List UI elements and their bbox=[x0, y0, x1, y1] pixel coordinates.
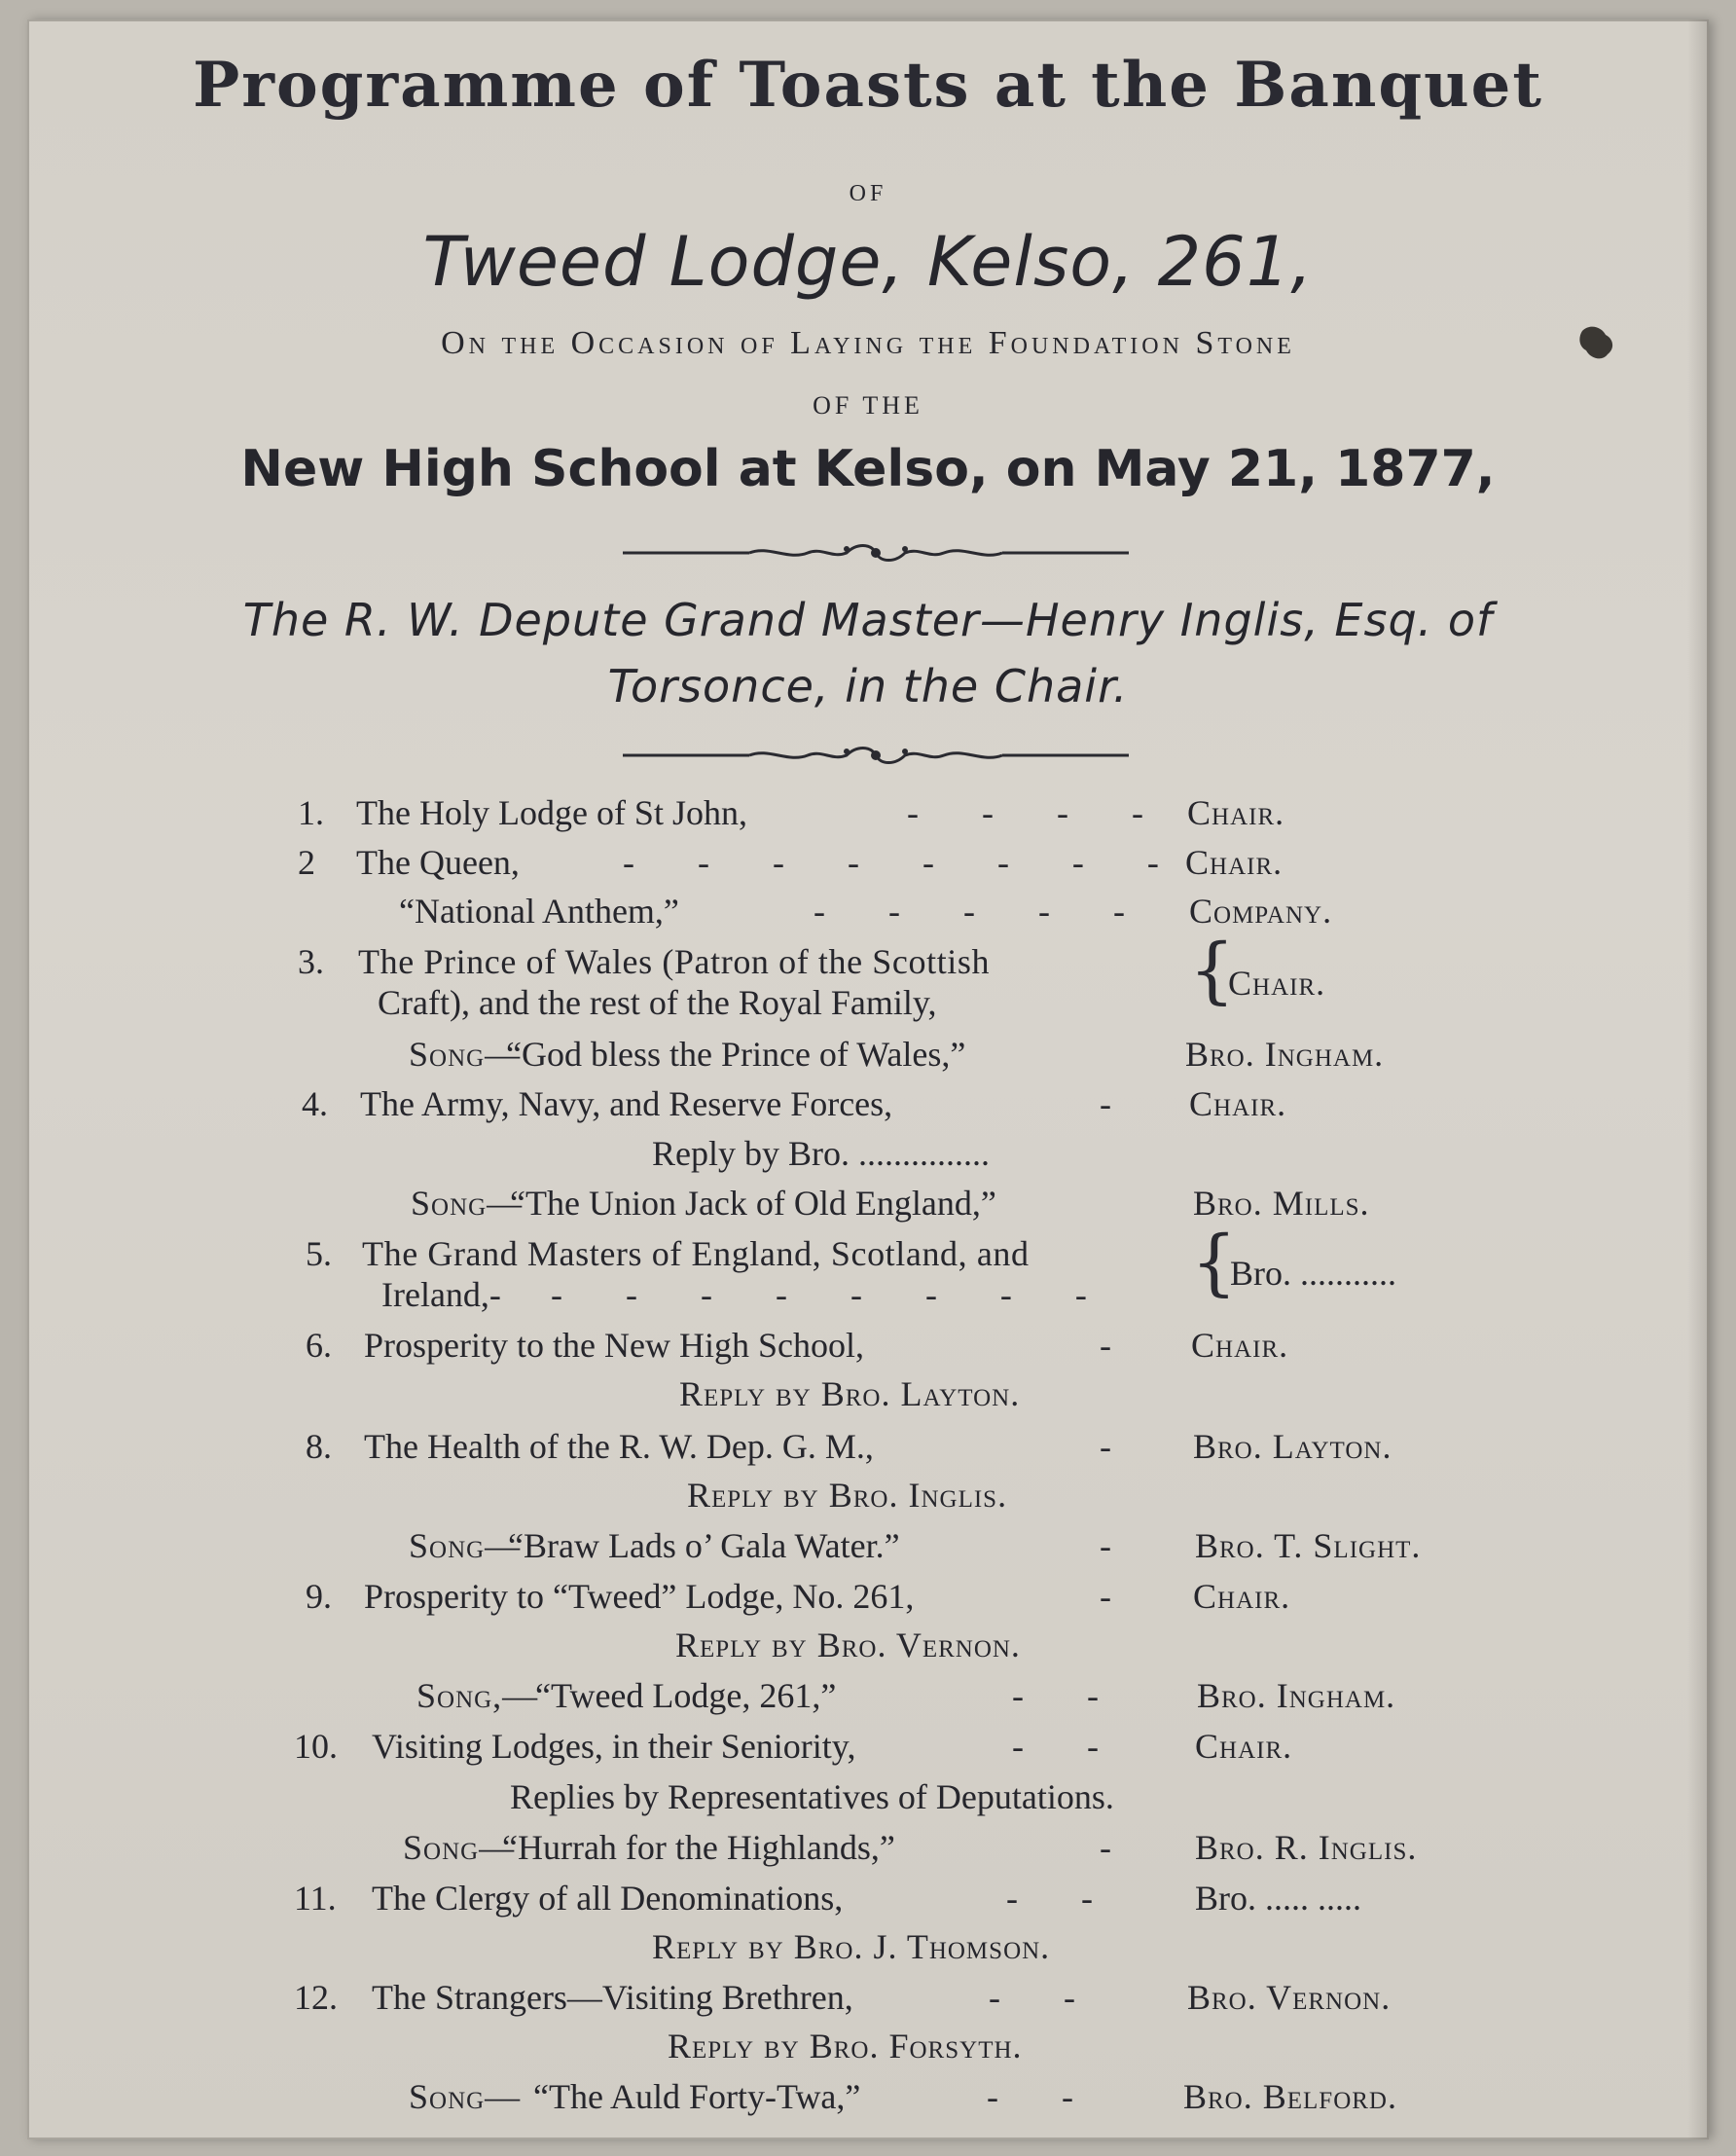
chairman-line-2: Torsonce, in the Chair. bbox=[607, 660, 1129, 713]
leader-dots: - bbox=[1100, 1526, 1111, 1565]
toast-proposer: Bro. ..... ..... bbox=[1195, 1879, 1361, 1918]
reply-line: Reply by Bro. Vernon. bbox=[675, 1626, 1021, 1664]
song-text: “Tweed Lodge, 261,” bbox=[535, 1676, 837, 1715]
leader-dots: - bbox=[1100, 1326, 1111, 1365]
toast-proposer: Bro. Ingham. bbox=[1185, 1035, 1385, 1074]
leader-dots: - - - - - bbox=[814, 892, 1152, 931]
reply-line: Reply by Bro. ............... bbox=[652, 1134, 990, 1173]
toast-proposer: Bro. R. Inglis. bbox=[1195, 1828, 1418, 1867]
toast-proposer: Chair. bbox=[1189, 1084, 1287, 1123]
toast-proposer: Bro. T. Slight. bbox=[1195, 1526, 1422, 1565]
leader-dots: - - - - bbox=[907, 793, 1171, 832]
toast-proposer: Chair. bbox=[1187, 793, 1285, 832]
brace: { bbox=[1189, 929, 1236, 1012]
toast-text: The Queen, bbox=[356, 843, 520, 882]
leader-dots: - - bbox=[987, 2077, 1101, 2116]
reply-line: Replies by Representatives of Deputations. bbox=[510, 1777, 1114, 1816]
toast-number: 8. bbox=[306, 1427, 332, 1466]
toast-number: 5. bbox=[306, 1234, 332, 1273]
toast-proposer: Chair. bbox=[1191, 1326, 1289, 1365]
song-label: Song— bbox=[409, 2077, 522, 2116]
toast-number: 9. bbox=[306, 1577, 332, 1616]
toast-proposer: Bro. ........... bbox=[1230, 1254, 1396, 1293]
leader-dots: - - - - - - - - bbox=[623, 843, 1186, 882]
song-label: Song— bbox=[409, 1526, 522, 1565]
leader-dots: - bbox=[1100, 1084, 1111, 1123]
occasion-line: On the Occasion of Laying the Foundation Stone bbox=[441, 325, 1295, 361]
leader-dots: - - - - - - - - bbox=[551, 1275, 1114, 1314]
toast-proposer: Chair. bbox=[1228, 964, 1326, 1003]
chairman-line-1: The R. W. Depute Grand Master—Henry Inglis, Esq. of bbox=[242, 594, 1494, 646]
song-text: “The Union Jack of Old England,” bbox=[510, 1184, 996, 1223]
song-text: “Braw Lads o’ Gala Water.” bbox=[508, 1526, 900, 1565]
of-line: OF bbox=[849, 181, 887, 206]
song-label: Song— bbox=[409, 1035, 522, 1074]
song-text: “National Anthem,” bbox=[399, 892, 679, 931]
leader-dots: - - bbox=[1006, 1879, 1120, 1918]
toast-text: The Prince of Wales (Patron of the Scottish bbox=[358, 942, 991, 981]
toast-proposer: Bro. Ingham. bbox=[1197, 1676, 1396, 1715]
toast-number: 6. bbox=[306, 1326, 332, 1365]
toast-number: 12. bbox=[294, 1978, 338, 2017]
toast-number: 10. bbox=[294, 1727, 338, 1766]
leader-dots: - bbox=[1100, 1577, 1111, 1616]
toast-text: The Army, Navy, and Reserve Forces, bbox=[360, 1084, 893, 1123]
ink-blot bbox=[1576, 321, 1619, 364]
song-label: Song— bbox=[411, 1184, 524, 1223]
toast-text: The Health of the R. W. Dep. G. M., bbox=[364, 1427, 874, 1466]
leader-dots: - bbox=[1100, 1828, 1111, 1867]
toast-number: 1. bbox=[298, 793, 324, 832]
toast-proposer: Bro. Layton. bbox=[1193, 1427, 1392, 1466]
toast-proposer: Bro. Mills. bbox=[1193, 1184, 1370, 1223]
toast-proposer: Company. bbox=[1189, 892, 1333, 931]
song-label: Song— bbox=[403, 1828, 516, 1867]
song-label: Song,— bbox=[416, 1676, 539, 1715]
toast-text: The Clergy of all Denominations, bbox=[372, 1879, 844, 1918]
toast-text: Ireland,- bbox=[381, 1275, 501, 1314]
reply-line: Reply by Bro. J. Thomson. bbox=[652, 1927, 1051, 1966]
toast-proposer: Chair. bbox=[1193, 1577, 1291, 1616]
song-text: “Hurrah for the Highlands,” bbox=[502, 1828, 895, 1867]
toast-number: 3. bbox=[298, 942, 324, 981]
toast-text: The Holy Lodge of St John, bbox=[356, 793, 747, 832]
toast-proposer: Bro. Belford. bbox=[1183, 2077, 1397, 2116]
toast-text: The Grand Masters of England, Scotland, and bbox=[362, 1234, 1030, 1273]
toast-number: 11. bbox=[294, 1879, 337, 1918]
programme-title: Programme of Toasts at the Banquet bbox=[193, 49, 1543, 122]
toast-text: Visiting Lodges, in their Seniority, bbox=[372, 1727, 856, 1766]
brace: { bbox=[1191, 1221, 1238, 1304]
reply-line: Reply by Bro. Inglis. bbox=[687, 1476, 1008, 1515]
school-date-line: New High School at Kelso, on May 21, 1877, bbox=[240, 440, 1496, 498]
toast-number: 2 bbox=[298, 843, 315, 882]
toast-proposer: Bro. Vernon. bbox=[1187, 1978, 1392, 2017]
toast-text: Prosperity to “Tweed” Lodge, No. 261, bbox=[364, 1577, 915, 1616]
of-the-line: OF THE bbox=[813, 391, 923, 420]
ornament-divider bbox=[623, 541, 1129, 565]
ornament-divider bbox=[623, 744, 1129, 767]
leader-dots: - - bbox=[1012, 1727, 1126, 1766]
toast-proposer: Chair. bbox=[1185, 843, 1284, 882]
lodge-name: Tweed Lodge, Kelso, 261, bbox=[422, 222, 1314, 302]
leader-dots: - - bbox=[1012, 1676, 1126, 1715]
toast-proposer: Chair. bbox=[1195, 1727, 1293, 1766]
toast-text: Craft), and the rest of the Royal Family, bbox=[378, 983, 937, 1022]
toast-number: 4. bbox=[302, 1084, 328, 1123]
reply-line: Reply by Bro. Layton. bbox=[679, 1374, 1021, 1413]
leader-dots: - bbox=[1100, 1427, 1111, 1466]
toast-text: Prosperity to the New High School, bbox=[364, 1326, 864, 1365]
toast-text: The Strangers—Visiting Brethren, bbox=[372, 1978, 853, 2017]
reply-line: Reply by Bro. Forsyth. bbox=[668, 2027, 1023, 2065]
leader-dots: - - bbox=[989, 1978, 1103, 2017]
song-text: “God bless the Prince of Wales,” bbox=[506, 1035, 966, 1074]
song-text: “The Auld Forty-Twa,” bbox=[533, 2077, 861, 2116]
